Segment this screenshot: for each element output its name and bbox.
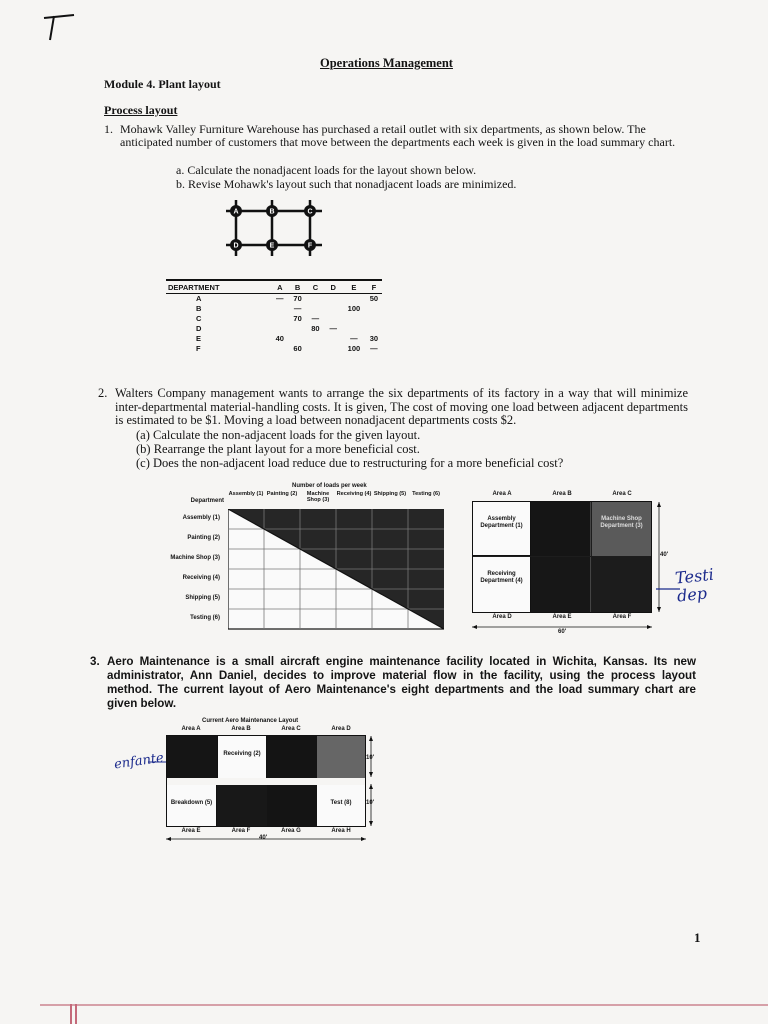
question-2-part-a: (a) Calculate the non-adjacent loads for the given layout. — [136, 428, 421, 442]
area-label: Area B — [552, 491, 572, 497]
matrix-row-headers — [140, 509, 224, 629]
table-cell — [324, 334, 342, 344]
question-number: 2. — [98, 386, 108, 400]
table-cell — [366, 324, 382, 334]
node-c: C — [307, 208, 313, 216]
table-cell: — — [350, 334, 358, 343]
table-cell: 70 — [293, 294, 302, 303]
matrix-row-header: Painting (2) — [187, 535, 220, 541]
question-1-part-b: b. Revise Mohawk's layout such that nonadjacent loads are minimized. — [176, 177, 517, 191]
handwritten-arrow-icon — [148, 760, 166, 764]
page-number: 1 — [694, 930, 701, 945]
area-label: Area D — [331, 726, 351, 732]
table-cell: 100 — [347, 304, 361, 313]
matrix-row-header: Testing (6) — [190, 615, 220, 621]
table-cell — [324, 314, 342, 324]
table-cell — [366, 304, 382, 314]
area-b — [531, 502, 591, 556]
table-cell — [324, 294, 342, 305]
matrix-column-header: Receiving (4) — [336, 491, 372, 497]
aero-layout-title: Current Aero Maintenance Layout — [202, 718, 299, 724]
area-label: Area H — [331, 828, 351, 834]
table-row — [166, 294, 382, 305]
area-label: Area E — [552, 614, 572, 620]
load-table — [166, 283, 382, 354]
matrix-column-header: Assembly (1) — [228, 491, 264, 497]
load-matrix-grid — [228, 509, 444, 631]
table-cell: — — [311, 314, 320, 323]
table-cell — [271, 304, 289, 314]
table-cell — [307, 304, 325, 314]
row-label: E — [196, 334, 202, 343]
row-label: A — [196, 294, 202, 303]
handwritten-note: Testi dep — [674, 564, 715, 606]
area-label: Area F — [231, 828, 251, 834]
question-2-part-c: (c) Does the non-adjacent load reduce due to restructuring for a more beneficial cost? — [136, 456, 564, 470]
area-label: Area C — [281, 726, 301, 732]
table-cell — [366, 314, 382, 324]
area-f — [592, 557, 651, 612]
table-cell: 80 — [311, 324, 320, 333]
table-cell — [307, 334, 325, 344]
table-row — [166, 304, 382, 314]
table-cell — [342, 294, 366, 305]
table-row — [166, 334, 382, 344]
row-label: D — [196, 324, 202, 333]
area-a-assembly: Assembly Department (1) — [473, 502, 531, 556]
department-grid-diagram — [222, 196, 326, 260]
matrix-corner-label: Department — [190, 498, 224, 504]
area-a — [167, 736, 217, 778]
table-cell — [324, 344, 342, 354]
table-row — [166, 324, 382, 334]
table-cell — [342, 324, 366, 334]
table-cell: — — [370, 344, 378, 353]
matrix-row-header: Shipping (5) — [185, 595, 220, 601]
row-label: F — [196, 344, 201, 353]
matrix-row-header: Machine Shop (3) — [170, 555, 220, 561]
area-g — [267, 785, 317, 826]
area-label: Area A — [492, 491, 512, 497]
table-header-cell: E — [342, 283, 366, 294]
table-cell — [271, 344, 289, 354]
table-cell — [271, 324, 289, 334]
area-label: Area F — [612, 614, 632, 620]
load-summary-table — [166, 279, 382, 354]
question-text: Aero Maintenance is a small aircraft engine maintenance facility located in Wichita, Kansas. Its new administrator, Ann Daniel, decides to improve material flow in the facility, using the process layout method. The current layout of Aero Maintenance's eight departments and the load summary chart are given below. — [107, 655, 696, 710]
binding-mark — [75, 1004, 77, 1024]
table-cell: 100 — [347, 344, 361, 353]
table-header-cell: C — [307, 283, 325, 294]
aero-layout — [166, 735, 366, 827]
question-number: 3. — [90, 655, 100, 668]
question-number: 1. — [104, 122, 113, 136]
question-1-part-a: a. Calculate the nonadjacent loads for the layout shown below. — [176, 163, 477, 177]
question-1 — [104, 123, 684, 149]
area-label: Area G — [281, 828, 301, 834]
binding-mark — [70, 1004, 72, 1024]
area-label: Area E — [181, 828, 201, 834]
table-row — [166, 344, 382, 354]
area-label: Area A — [181, 726, 201, 732]
aero-width-label: 40' — [259, 835, 268, 841]
matrix-column-header: Painting (2) — [266, 491, 298, 497]
handwritten-entrance-note: enfante — [113, 750, 165, 773]
area-c-machine-shop: Machine Shop Department (3) — [592, 502, 651, 556]
question-text: Walters Company management wants to arrange the six departments of its factory in a way that will minimize inter-departmental material-handling costs. It is given, The cost of moving one load between adjacent departments is estimated to be $1. Moving a load between nonadjacent departments costs $2. — [115, 386, 688, 427]
area-e — [531, 557, 591, 612]
table-cell — [289, 324, 307, 334]
layout-width-label: 60' — [558, 629, 567, 635]
node-f: F — [307, 242, 313, 250]
table-cell — [307, 344, 325, 354]
row-label: B — [196, 304, 202, 313]
table-cell: — — [329, 324, 337, 333]
aero-height-top-label: 10' — [366, 755, 375, 761]
area-label: Area D — [492, 614, 512, 620]
area-c — [267, 736, 317, 778]
question-2-part-b: (b) Rearrange the plant layout for a more beneficial cost. — [136, 442, 420, 456]
table-cell: — — [276, 294, 284, 303]
table-cell: 40 — [275, 334, 284, 343]
table-cell — [307, 294, 325, 305]
matrix-column-header: Machine Shop (3) — [306, 491, 330, 503]
module-heading: Module 4. Plant layout — [104, 77, 221, 91]
table-cell — [289, 334, 307, 344]
table-header-cell: D — [324, 283, 342, 294]
area-label: Area B — [231, 726, 251, 732]
area-d-receiving: Receiving Department (4) — [473, 557, 531, 612]
question-3 — [90, 655, 696, 711]
matrix-column-headers — [228, 491, 444, 509]
table-cell — [324, 304, 342, 314]
table-cell: — — [293, 304, 302, 313]
aero-height-arrows — [366, 734, 376, 828]
table-cell: 60 — [293, 344, 302, 353]
row-label: C — [196, 314, 202, 323]
table-cell: 30 — [369, 334, 379, 343]
area-e-breakdown: Breakdown (5) — [167, 785, 217, 826]
table-header-department: DEPARTMENT — [166, 283, 271, 294]
node-b: B — [269, 208, 275, 216]
layout-top-labels — [472, 491, 652, 501]
matrix-column-header: Testing (6) — [412, 491, 440, 497]
layout-height-label: 40' — [660, 552, 669, 558]
matrix-row-header: Assembly (1) — [182, 515, 220, 521]
area-f — [217, 785, 267, 826]
table-cell: 70 — [293, 314, 302, 323]
matrix-column-header: Shipping (5) — [373, 491, 407, 497]
question-2 — [98, 387, 688, 428]
node-d: D — [233, 242, 239, 250]
table-row — [166, 314, 382, 324]
table-header-cell: B — [289, 283, 307, 294]
question-text: Mohawk Valley Furniture Warehouse has purchased a retail outlet with six departments, as shown below. The anticipated number of customers that move between the departments each week is given in the load summary chart. — [120, 122, 676, 149]
table-cell: 50 — [369, 294, 379, 303]
bottom-margin-rule — [40, 1004, 768, 1006]
area-d — [317, 736, 365, 778]
matrix-row-header: Receiving (4) — [182, 575, 220, 581]
plant-layout — [472, 501, 652, 613]
area-h-test: Test (8) — [317, 785, 365, 826]
table-cell — [271, 314, 289, 324]
area-b-receiving: Receiving (2) — [217, 736, 267, 778]
matrix-title: Number of loads per week — [292, 483, 367, 489]
aero-top-labels — [166, 726, 366, 735]
handwritten-mark-icon — [40, 6, 80, 42]
table-cell — [342, 314, 366, 324]
area-label: Area C — [612, 491, 632, 497]
table-header-cell: A — [271, 283, 289, 294]
table-header-cell: F — [366, 283, 382, 294]
node-e: E — [269, 242, 275, 250]
section-heading: Process layout — [104, 103, 178, 117]
page-title: Operations Management — [320, 56, 453, 70]
node-a: A — [233, 208, 239, 216]
aero-height-bottom-label: 10' — [366, 800, 375, 806]
